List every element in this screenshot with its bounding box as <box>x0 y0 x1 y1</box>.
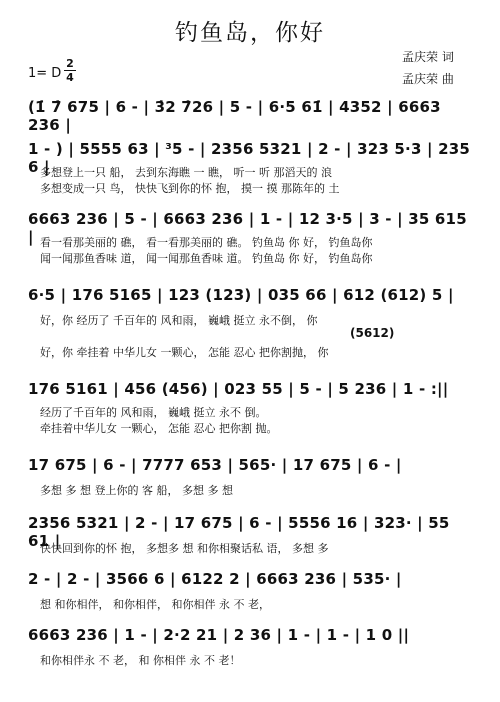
lyric-verse-1: 经历了千百年的 风和雨， 巍峨 挺立 永不 倒。 <box>40 406 267 419</box>
notation-line: (1̇ 7̇ 675 | 6 - | 3̇2 7̇26 | 5 - | 6·5 61̇ | 4352 | 6663 236 | <box>28 98 441 134</box>
lyric-verse-1: 多想登上一只 船， 去到东海瞧 一 瞧， 听一 听 那滔天的 浪 <box>40 166 332 179</box>
alt-fragment: (5612) <box>350 326 395 340</box>
notation-line: 6663 236 | 5 - | 6663 236 | 1 - | 12 3·5 | 3 - | 35 615 | <box>28 210 467 246</box>
notation-line: 2 - | 2 - | 3566 6 | 6122 2 | 6663 236 | 535· | <box>28 570 402 588</box>
lyric-verse-1: 多想 多 想 登上你的 客 船， 多想 多 想 <box>40 484 233 497</box>
lyric-verse-2: 牵挂着中华儿女 一颗心， 怎能 忍心 把你割 抛。 <box>40 422 278 435</box>
meter-bottom: 4 <box>66 71 74 84</box>
time-signature <box>64 58 76 83</box>
notation-line: 176 5161 | 456 (456) | 023 55 | 5 - | 5 236 | 1 - :|| <box>28 380 449 398</box>
notation-line: 6663 236 | 1 - | 2·2 21 | 2 36 | 1 - | 1 - | 1 0 || <box>28 626 410 644</box>
notation-line: 1 - ) | 5555 63 | ³5 - | 2356 5321 | 2 - | 323 5·3 | 235 6 | <box>28 140 471 176</box>
meter-top: 2 <box>66 57 74 70</box>
notation-line: 17 675 | 6 - | 7777 653 | 565· | 17 675 | 6 - | <box>28 456 402 474</box>
key-signature: 1= D <box>28 66 62 81</box>
lyric-verse-2: 闻一闻那鱼香味 道， 闻一闻那鱼香味 道。 钓鱼岛 你 好， 钓鱼岛你 <box>40 252 373 265</box>
lyric-verse-1: 和你相伴永 不 老， 和 你相伴 永 不 老！ <box>40 654 241 667</box>
composer-credit: 孟庆荣 曲 <box>402 72 454 86</box>
lyric-verse-1: 好，你 经历了 千百年的 风和雨， 巍峨 挺立 永不倒， 你 <box>40 314 318 327</box>
lyric-verse-2: 多想变成一只 鸟， 快快飞到你的怀 抱， 摸一 摸 那陈年的 土 <box>40 182 340 195</box>
lyric-verse-1: 快快回到你的怀 抱， 多想多 想 和你相聚话私 语， 多想 多 <box>40 542 329 555</box>
notation-line: 2356 5321 | 2 - | 17 675 | 6 - | 5556 16 | 323· | 55 61 | <box>28 514 450 550</box>
page-title: 钓鱼岛，你好 <box>175 20 325 46</box>
lyric-verse-2: 好，你 牵挂着 中华儿女 一颗心， 怎能 忍心 把你割抛， 你 <box>40 346 329 359</box>
lyric-verse-1: 看一看那美丽的 礁， 看一看那美丽的 礁。 钓鱼岛 你 好， 钓鱼岛你 <box>40 236 373 249</box>
lyric-verse-1: 想 和你相伴， 和你相伴， 和你相伴 永 不 老， <box>40 598 270 611</box>
notation-line: 6·5 | 176 5165 | 123 (123) | 035 66 | 612 (612) 5 | <box>28 286 454 304</box>
lyricist-credit: 孟庆荣 词 <box>402 50 454 64</box>
